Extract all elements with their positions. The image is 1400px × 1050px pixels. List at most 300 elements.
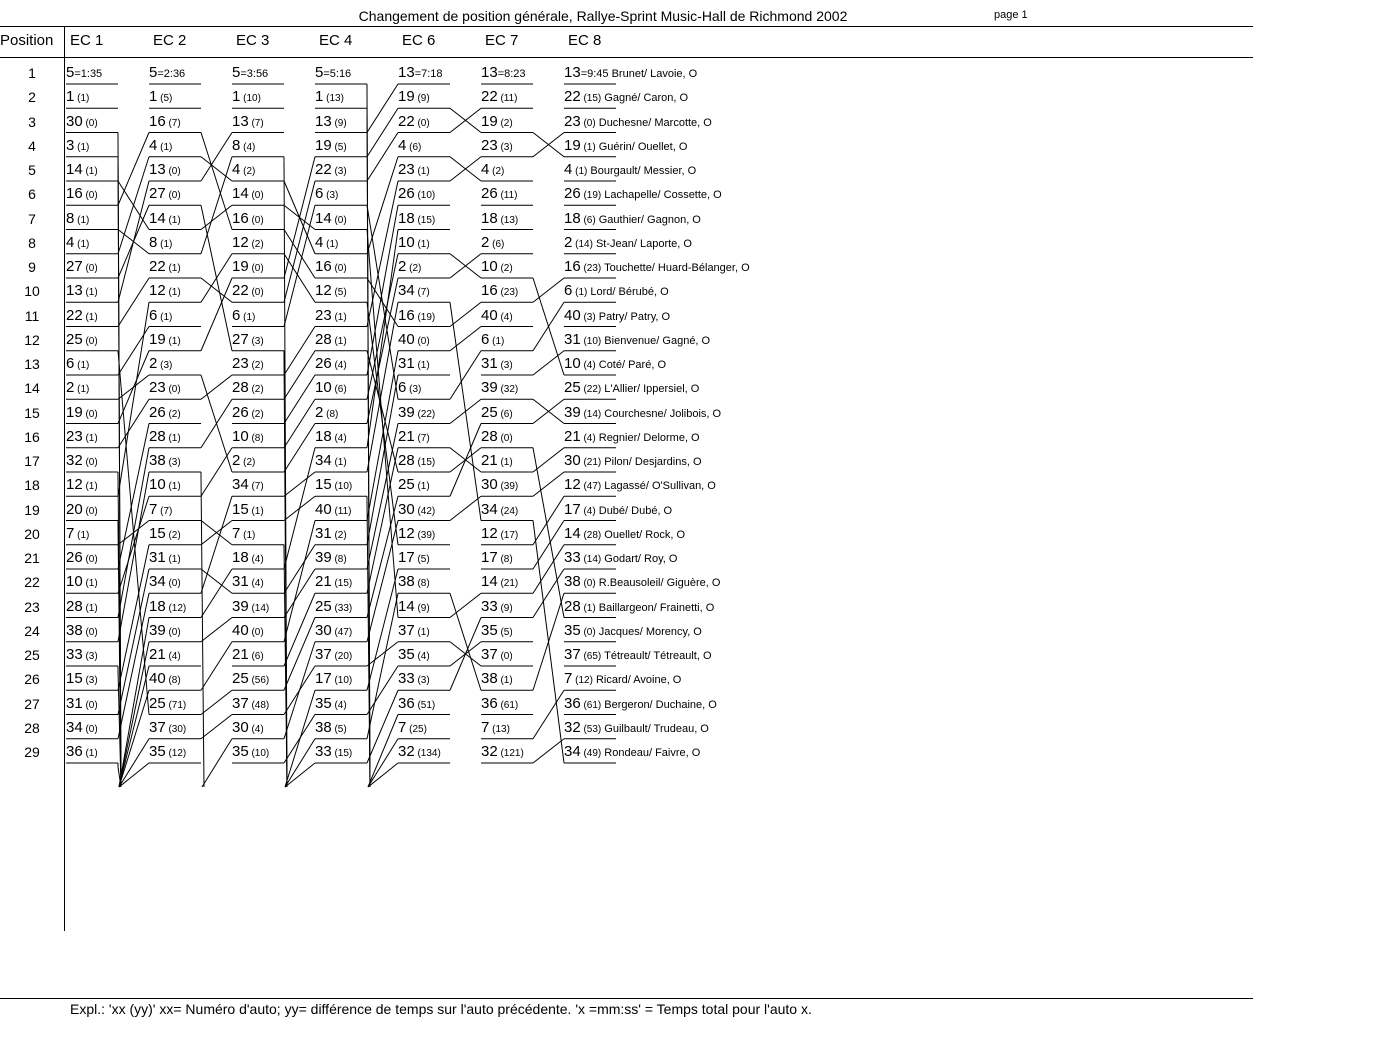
standing-entry <box>149 234 172 252</box>
standing-entry <box>66 670 98 688</box>
time-gap: (1) <box>157 141 173 153</box>
standing-entry <box>149 670 181 688</box>
standing-entry <box>481 719 510 737</box>
standing-entry <box>481 331 504 349</box>
position-number: 23 <box>24 598 40 615</box>
standing-entry <box>564 525 685 543</box>
standing-entry <box>481 161 504 179</box>
position-change-line <box>450 302 481 326</box>
standing-entry <box>66 573 98 591</box>
time-gap: (4) <box>414 651 430 662</box>
position-change-line <box>201 133 232 230</box>
car-number: 35 <box>149 743 166 760</box>
time-gap: (1) <box>331 335 347 347</box>
position-number: 28 <box>24 719 40 736</box>
position-number: 25 <box>24 647 40 663</box>
standing-entry <box>564 64 697 82</box>
time-gap: (20) <box>331 651 353 662</box>
car-number: 19 <box>66 403 83 421</box>
car-number: 27 <box>149 185 166 203</box>
crew-name: Bienvenue/ Gagné, O <box>601 334 711 347</box>
standing-entry <box>398 525 435 543</box>
car-number: 15 <box>232 500 249 518</box>
time-gap: (0) <box>580 117 596 129</box>
standing-entry <box>481 185 518 203</box>
standing-entry <box>315 573 352 591</box>
time-gap: (4) <box>331 699 347 711</box>
position-change-line <box>201 690 232 714</box>
time-gap: (15) <box>414 457 436 468</box>
standing-entry <box>564 452 702 470</box>
standing-entry <box>481 307 513 325</box>
car-number: 28 <box>149 427 166 445</box>
standing-entry <box>398 695 435 713</box>
time-gap: (22) <box>580 384 602 396</box>
crew-name: Baillargeon/ Frainetti, O <box>595 601 715 614</box>
standing-entry <box>232 282 264 300</box>
time-gap: (14) <box>580 554 602 565</box>
car-number: 10 <box>481 258 498 275</box>
time-gap: (1) <box>82 311 98 323</box>
car-number: 28 <box>232 379 249 397</box>
position-change-line <box>533 496 564 545</box>
standing-entry <box>149 428 181 446</box>
car-number: 32 <box>481 743 498 760</box>
standing-entry <box>481 573 518 591</box>
standing-entry <box>315 355 347 373</box>
standing-entry <box>481 379 518 397</box>
position-change-line <box>284 205 315 326</box>
standing-entry <box>315 282 347 300</box>
position-change-line <box>284 569 315 618</box>
car-number: 13 <box>564 64 581 81</box>
standing-entry <box>398 282 430 300</box>
position-change-line <box>201 278 232 351</box>
standing-entry <box>315 234 338 252</box>
standing-entry <box>315 307 347 325</box>
stage-header: EC 3 <box>236 32 270 49</box>
time-gap: (19) <box>414 311 436 323</box>
car-number: 15 <box>66 670 83 688</box>
car-number: 26 <box>398 185 415 203</box>
position-change-line <box>367 569 398 690</box>
standing-entry <box>232 622 264 640</box>
car-number: 18 <box>149 597 166 615</box>
standing-entry <box>149 379 181 397</box>
car-number: 30 <box>564 452 581 469</box>
time-gap: (11) <box>497 190 518 202</box>
time-gap: (2) <box>331 529 347 541</box>
car-number: 12 <box>564 476 581 494</box>
car-number: 6 <box>149 306 158 324</box>
standing-entry <box>66 88 89 106</box>
standing-entry <box>564 307 670 325</box>
standing-entry <box>232 525 255 543</box>
car-number: 10 <box>149 476 166 494</box>
car-number: 26 <box>232 403 249 421</box>
standing-entry <box>66 331 98 349</box>
stage-header: EC 4 <box>319 32 353 49</box>
car-number: 38 <box>564 573 581 591</box>
standing-entry <box>315 379 347 397</box>
standing-entry <box>315 743 352 761</box>
crew-name: Guérin/ Ouellet, O <box>595 140 688 153</box>
time-gap: (21) <box>497 578 519 590</box>
crew-name: R.Beausoleil/ Giguère, O <box>595 577 721 590</box>
position-change-line <box>201 496 232 593</box>
time-gap: (1) <box>165 214 181 226</box>
position-number: 13 <box>24 356 40 372</box>
position-number: 10 <box>24 283 40 300</box>
car-number: 16 <box>564 258 581 275</box>
car-number: 10 <box>232 427 249 445</box>
car-number: 28 <box>481 427 498 445</box>
standing-entry <box>564 234 692 252</box>
standing-entry <box>481 476 518 494</box>
position-change-line <box>201 157 232 254</box>
car-number: 4 <box>398 136 407 154</box>
time-gap: (7) <box>157 505 173 517</box>
car-number: 25 <box>315 597 332 615</box>
leader-total-time: =7:18 <box>414 68 443 80</box>
time-gap: (4) <box>248 578 264 590</box>
position-change-line <box>450 327 481 351</box>
standing-entry <box>481 598 513 616</box>
position-number: 20 <box>24 525 40 542</box>
position-change-line <box>118 302 149 496</box>
standing-entry <box>398 646 430 664</box>
time-gap: (28) <box>580 529 602 541</box>
car-number: 5 <box>66 64 75 81</box>
time-gap: (9) <box>331 117 347 129</box>
car-number: 34 <box>149 573 166 591</box>
standing-entry <box>149 452 181 470</box>
time-gap: (1) <box>489 335 505 347</box>
time-gap: (56) <box>248 675 270 687</box>
position-change-line <box>367 521 398 642</box>
leader-total-time: =3:56 <box>240 68 269 80</box>
time-gap: (6) <box>406 141 422 153</box>
standing-entry <box>149 549 181 567</box>
standing-entry <box>315 331 347 349</box>
car-number: 35 <box>398 646 415 663</box>
car-number: 36 <box>398 694 415 712</box>
car-number: 40 <box>564 306 581 324</box>
time-gap: (2) <box>240 457 256 468</box>
standing-entry <box>481 258 513 276</box>
time-gap: (1) <box>580 141 596 153</box>
crew-name: Bourgault/ Messier, O <box>587 165 697 177</box>
car-number: 23 <box>315 306 332 324</box>
stage-header: EC 7 <box>485 32 519 49</box>
time-gap: (0) <box>82 263 98 274</box>
car-number: 39 <box>398 403 415 421</box>
crew-name: Duchesne/ Marcotte, O <box>595 116 712 129</box>
car-number: 19 <box>315 136 332 154</box>
crew-name: Pilon/ Desjardins, O <box>601 456 702 468</box>
car-number: 12 <box>149 282 166 300</box>
standing-entry <box>149 210 181 228</box>
time-gap: (8) <box>414 578 430 590</box>
standing-entry <box>481 646 513 664</box>
time-gap: (1) <box>74 141 90 153</box>
car-number: 4 <box>315 233 324 251</box>
car-number: 33 <box>398 670 415 688</box>
standing-entry <box>232 670 269 688</box>
car-number: 36 <box>564 694 581 712</box>
car-number: 34 <box>481 500 498 518</box>
time-gap: (121) <box>497 748 524 759</box>
car-number: 33 <box>66 646 83 663</box>
standing-entry <box>232 476 264 494</box>
time-gap: (14) <box>572 238 593 250</box>
time-gap: (10) <box>580 335 602 347</box>
car-number: 7 <box>564 670 573 688</box>
car-number: 16 <box>66 185 83 203</box>
standing-entry <box>149 113 181 131</box>
time-gap: (1) <box>74 529 90 541</box>
standing-entry <box>149 282 181 300</box>
car-number: 14 <box>481 573 498 591</box>
time-gap: (15) <box>331 578 353 590</box>
standing-entry <box>66 282 98 300</box>
standing-entry <box>398 137 421 155</box>
time-gap: (1) <box>82 578 98 590</box>
standing-entry <box>481 501 518 519</box>
time-gap: (8) <box>331 554 347 565</box>
entry-line <box>285 739 315 787</box>
car-number: 28 <box>564 597 581 615</box>
position-change-line <box>533 351 564 375</box>
position-change-line <box>450 593 481 617</box>
time-gap: (30) <box>165 723 187 735</box>
car-number: 6 <box>232 306 241 324</box>
time-gap: (3) <box>248 335 264 347</box>
time-gap: (53) <box>580 723 602 735</box>
time-gap: (10) <box>248 748 270 759</box>
car-number: 38 <box>481 670 498 688</box>
crew-name: Rondeau/ Faivre, O <box>601 747 701 759</box>
car-number: 35 <box>232 743 249 760</box>
standing-entry <box>232 331 264 349</box>
page-number: page 1 <box>994 9 1028 21</box>
car-number: 33 <box>315 743 332 760</box>
car-number: 12 <box>398 524 415 542</box>
car-number: 26 <box>149 403 166 421</box>
standing-entry <box>398 501 435 519</box>
standing-entry <box>232 307 255 325</box>
standing-entry <box>149 719 186 737</box>
car-number: 40 <box>398 330 415 348</box>
car-number: 2 <box>149 355 158 372</box>
car-number: 31 <box>66 694 83 712</box>
time-gap: (22) <box>414 408 436 420</box>
time-gap: (1) <box>82 602 98 614</box>
car-number: 7 <box>398 718 407 736</box>
leader-total-time: =9:45 <box>580 68 609 80</box>
standing-entry <box>315 695 347 713</box>
car-number: 6 <box>66 355 75 372</box>
standing-entry <box>66 549 98 567</box>
car-number: 39 <box>315 549 332 566</box>
car-number: 5 <box>315 64 324 81</box>
time-gap: (6) <box>580 214 596 226</box>
standing-entry <box>149 695 186 713</box>
standing-entry <box>232 137 255 155</box>
standing-entry <box>149 573 181 591</box>
car-number: 26 <box>564 185 581 203</box>
standing-entry <box>149 258 181 276</box>
car-number: 16 <box>315 258 332 275</box>
time-gap: (1) <box>240 529 256 541</box>
car-number: 26 <box>66 549 83 566</box>
entry-line <box>119 618 149 788</box>
time-gap: (3) <box>414 675 430 687</box>
time-gap: (8) <box>248 432 264 444</box>
time-gap: (1) <box>497 457 513 468</box>
position-number: 18 <box>24 477 40 494</box>
car-number: 8 <box>66 209 75 227</box>
crew-name: Ricard/ Avoine, O <box>592 674 682 687</box>
position-change-line <box>450 618 481 691</box>
time-gap: (1) <box>572 287 588 299</box>
standing-entry <box>398 549 430 567</box>
standing-entry <box>315 598 352 616</box>
car-number: 39 <box>149 621 166 639</box>
time-gap: (14) <box>580 408 602 420</box>
time-gap: (2) <box>248 408 264 420</box>
standing-entry <box>481 525 518 543</box>
standing-entry <box>564 185 722 203</box>
car-number: 10 <box>315 379 332 397</box>
stage-header: EC 8 <box>568 32 602 49</box>
standing-entry <box>232 743 269 761</box>
car-number: 38 <box>66 621 83 639</box>
car-number: 30 <box>481 476 498 494</box>
car-number: 10 <box>564 355 581 372</box>
standing-entry <box>481 137 513 155</box>
time-gap: (2) <box>248 360 264 371</box>
position-change-line <box>201 642 232 691</box>
position-change-line <box>201 205 232 229</box>
time-gap: (1) <box>414 238 430 250</box>
time-gap: (8) <box>497 554 513 565</box>
time-gap: (39) <box>414 529 436 541</box>
standing-entry <box>149 331 181 349</box>
standing-entry <box>398 573 430 591</box>
position-change-line <box>284 230 315 279</box>
car-number: 15 <box>149 524 166 542</box>
car-number: 5 <box>149 64 158 81</box>
position-change-line <box>201 157 232 181</box>
car-number: 18 <box>232 549 249 566</box>
standing-entry <box>149 137 172 155</box>
standing-entry <box>149 476 181 494</box>
car-number: 34 <box>66 718 83 736</box>
standing-entry <box>232 573 264 591</box>
car-number: 31 <box>232 573 249 591</box>
car-number: 5 <box>232 64 241 81</box>
time-gap: (1) <box>74 214 90 226</box>
position-change-line <box>533 521 564 570</box>
position-change-line <box>201 569 232 618</box>
time-gap: (4) <box>240 141 256 153</box>
standing-entry <box>398 161 430 179</box>
position-change-line <box>118 157 149 254</box>
standing-entry <box>149 185 181 203</box>
position-change-line <box>367 133 398 182</box>
time-gap: (1) <box>331 311 347 323</box>
time-gap: (42) <box>414 505 436 517</box>
car-number: 37 <box>232 694 249 712</box>
car-number: 23 <box>149 379 166 397</box>
standing-entry <box>564 549 677 567</box>
car-number: 2 <box>66 379 75 397</box>
crew-name: Gauthier/ Gagnon, O <box>595 213 701 226</box>
car-number: 14 <box>564 524 581 542</box>
time-gap: (1) <box>572 166 588 177</box>
car-number: 14 <box>315 209 332 227</box>
time-gap: (2) <box>165 529 181 541</box>
car-number: 22 <box>481 88 498 106</box>
car-number: 18 <box>398 209 415 227</box>
position-number: 6 <box>28 186 36 203</box>
standing-entry <box>315 670 352 688</box>
time-gap: (2) <box>248 384 264 396</box>
position-change-line <box>118 181 149 302</box>
position-change-line <box>367 593 398 739</box>
car-number: 12 <box>232 233 249 251</box>
time-gap: (5) <box>331 141 347 153</box>
standing-entry <box>66 161 98 179</box>
crew-name: Tétreault/ Tétreault, O <box>601 650 712 662</box>
time-gap: (2) <box>406 263 422 274</box>
time-gap: (2) <box>165 408 181 420</box>
standing-entry <box>149 598 186 616</box>
time-gap: (4) <box>580 360 596 371</box>
leader-total-time: =8:23 <box>497 68 526 80</box>
position-change-line <box>450 496 481 520</box>
position-change-line <box>284 351 315 400</box>
time-gap: (1) <box>82 166 98 177</box>
car-number: 12 <box>66 476 83 494</box>
standing-entry <box>66 622 98 640</box>
time-gap: (7) <box>165 117 181 129</box>
standing-entry <box>232 64 268 82</box>
car-number: 32 <box>398 743 415 760</box>
time-gap: (0) <box>82 505 98 517</box>
time-gap: (14) <box>248 602 270 614</box>
car-number: 13 <box>481 64 498 81</box>
standing-entry <box>315 88 344 106</box>
time-gap: (3) <box>82 651 98 662</box>
standing-entry <box>232 452 255 470</box>
standing-entry <box>564 282 669 300</box>
time-gap: (4) <box>580 505 596 517</box>
car-number: 7 <box>66 524 75 542</box>
time-gap: (1) <box>157 238 173 250</box>
time-gap: (0) <box>82 408 98 420</box>
car-number: 25 <box>564 379 581 397</box>
car-number: 39 <box>481 379 498 397</box>
car-number: 31 <box>481 355 498 372</box>
standing-entry <box>66 646 98 664</box>
standing-entry <box>315 549 347 567</box>
time-gap: (7) <box>414 287 430 299</box>
position-number: 2 <box>28 89 36 106</box>
car-number: 2 <box>232 452 241 469</box>
time-gap: (15) <box>580 93 602 105</box>
